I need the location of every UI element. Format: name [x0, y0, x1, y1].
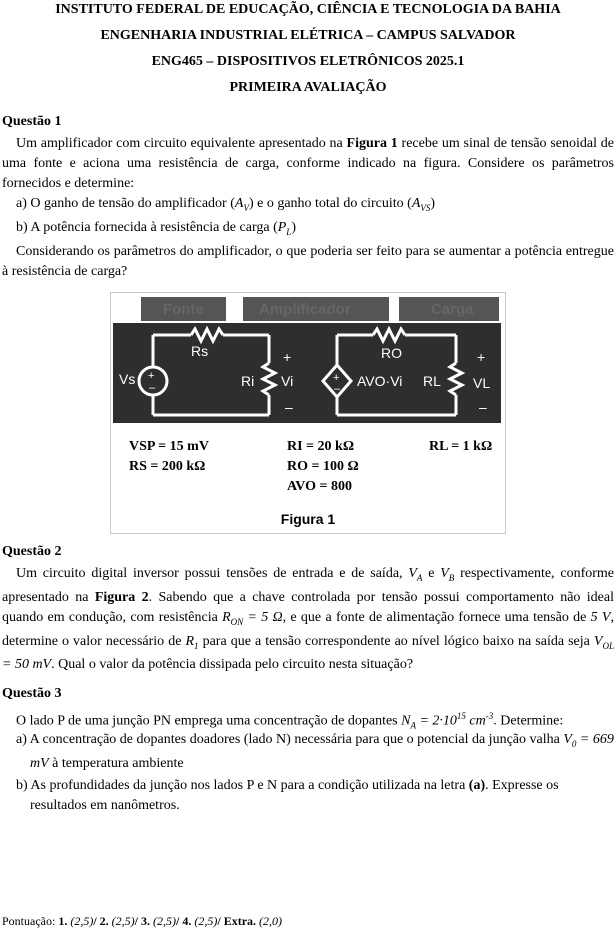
q2-figure-ref: Figura 2 [94, 589, 149, 605]
q1a-sub1: V [243, 202, 249, 213]
q2-vb-sub: B [448, 572, 455, 583]
q3-na-unit: cm [465, 713, 486, 729]
header-course: ENGENHARIA INDUSTRIAL ELÉTRICA – CAMPUS SALVADOR [100, 28, 516, 43]
q1-intro-b: recebe um sinal de tensão senoidal de uma fonte e aciona uma resistência de carga, conforme indicado na figura. Considere os parâmetros fornecidos e determine: [2, 136, 614, 191]
question-1-item-b [16, 218, 296, 242]
score-label: Pontuação: [2, 914, 59, 928]
q2-text-b: respectivamente, conforme apresentado na [2, 566, 614, 605]
label-rs: Rs [191, 343, 209, 359]
score-q1-label: 1. [58, 914, 68, 928]
q2-ron-val: = 5 Ω [243, 609, 283, 625]
q3b-end: . Expresse os resultados em nanômetros. [30, 778, 559, 813]
vi-minus: – [285, 399, 293, 415]
header-subject: ENG465 – DISPOSITIVOS ELETRÔNICOS 2025.1 [151, 54, 465, 69]
score-q4-value: (2,5) [191, 914, 218, 928]
param-rl: RL = 1 kΩ [429, 439, 493, 454]
label-vs: Vs [119, 371, 136, 387]
label-vl: VL [473, 375, 491, 391]
q1a-var1: A [234, 196, 244, 211]
q1a-var2: A [411, 196, 421, 211]
q2-vol-sub: OL [602, 640, 614, 651]
question-1-intro [2, 134, 614, 194]
q1a-pre: a) O ganho de tensão do amplificador ( [16, 196, 235, 211]
figure-1-circuit [110, 292, 506, 534]
score-extra-label: / Extra. [217, 914, 257, 928]
q2-text-a: Um circuito digital inversor possui tensões de entrada e de saída, [16, 566, 409, 581]
section-carga: Carga [431, 301, 474, 318]
q1-figure-ref: Figura 1 [346, 136, 398, 151]
label-avo-vi: AVO·Vi [357, 373, 403, 389]
question-3-title: Questão 3 [2, 686, 62, 701]
label-ri: Ri [241, 373, 255, 389]
q3-intro-a: O lado P de uma junção PN emprega uma concentração de dopantes [16, 713, 402, 729]
vs-minus-sign: – [149, 382, 156, 394]
q3a-v0: V [563, 732, 572, 747]
question-1-item-c: Considerando os parâmetros do amplificador, o que poderia ser feito para se aumentar a potência entregue à resistência de carga? [2, 244, 614, 279]
q3a-end: à temperatura ambiente [48, 755, 184, 771]
question-2-text [2, 564, 614, 675]
score-q4-label: / 4. [176, 914, 192, 928]
question-3-item-a [16, 730, 614, 774]
param-vsp: VSP = 15 mV [129, 439, 209, 454]
q1b-pre: b) A potência fornecida à resistência de carga ( [16, 220, 278, 235]
score-q2-label: / 2. [93, 914, 109, 928]
header-institution: INSTITUTO FEDERAL DE EDUCAÇÃO, CIÊNCIA E TECNOLOGIA DA BAHIA [55, 2, 561, 17]
question-1-title: Questão 1 [2, 114, 62, 129]
score-extra-value: (2,0) [256, 914, 283, 928]
q2-va-sub: A [416, 572, 423, 583]
q3b-ref: (a) [468, 778, 486, 793]
label-ro: RO [381, 345, 402, 361]
vl-minus: – [479, 399, 487, 415]
vi-plus: + [283, 349, 292, 365]
section-amplificador: Amplificador [259, 301, 351, 318]
q1-intro-a: Um amplificador com circuito equivalente apresentado na [16, 136, 347, 151]
question-3-item-b [16, 776, 614, 816]
q3a-v0-sub: 0 [571, 738, 577, 749]
q3-na-exp: 15 [456, 711, 466, 721]
score-q3-label: / 3. [134, 914, 151, 928]
q1b-var: P [277, 220, 287, 235]
q1b-sub: L [286, 226, 292, 237]
circuit-diagram [111, 293, 505, 533]
q1b-end: ) [291, 220, 296, 235]
question-1-item-a [16, 194, 435, 218]
vs-plus-sign: + [148, 370, 155, 382]
q2-r1: R [185, 633, 195, 649]
q2-v5: 5 V [590, 609, 611, 625]
q2-text-g: . Qual o valor da potência dissipada pelo circuito nesta situação? [51, 657, 414, 673]
q3a-text: a) A concentração de dopantes doadores (lado N) necessária para que o potencial da junção valha [16, 732, 564, 747]
param-rs: RS = 200 kΩ [129, 459, 206, 474]
q3-na: N [401, 713, 411, 729]
q2-vol-val: = 50 mV [2, 657, 52, 673]
q3-na-sub: A [410, 720, 416, 731]
q2-ron: R [222, 609, 231, 625]
label-vi: Vi [281, 373, 294, 389]
figure-1-caption: Figura 1 [280, 511, 336, 527]
vl-plus: + [477, 349, 486, 365]
score-q3-value: (2,5) [150, 914, 177, 928]
q2-vb: V [440, 566, 449, 581]
header-exam: PRIMEIRA AVALIAÇÃO [229, 80, 387, 95]
q3-intro-b: . Determine: [493, 713, 564, 729]
dep-minus-sign: – [334, 383, 341, 395]
q2-text-d: , e que a fonte de alimentação fornece uma tensão de [282, 609, 591, 625]
question-2-title: Questão 2 [2, 544, 62, 559]
q2-va: V [408, 566, 417, 581]
q3b-text: b) As profundidades da junção nos lados P e N para a condição utilizada na letra [16, 778, 469, 793]
label-rl: RL [423, 373, 441, 389]
q2-and: e [422, 566, 441, 581]
section-fonte: Fonte [163, 301, 204, 318]
q2-ron-sub: ON [230, 616, 244, 627]
q1a-end: ) [430, 196, 436, 211]
q2-vol: V [593, 633, 603, 649]
q1a-mid: ) e o ganho total do circuito ( [248, 196, 412, 211]
q1a-sub2: VS [420, 202, 431, 213]
q3-na-unit-exp: -3 [485, 711, 494, 721]
score-q1-value: (2,5) [67, 914, 94, 928]
q2-text-f: para que a tensão correspondente ao nível lógico baixo na saída seja [198, 633, 594, 649]
param-ri: RI = 20 kΩ [287, 439, 355, 454]
score-q2-value: (2,5) [108, 914, 135, 928]
q3a-v0-val: = 669 mV [30, 732, 614, 771]
q2-text-e: , determine o valor necessário de [2, 609, 614, 649]
q2-r1-sub: 1 [194, 640, 199, 651]
score-footer [2, 914, 282, 929]
q2-text-c: . Sabendo que a chave controlada por tensão possui comportamento não ideal quando em condução, com resistência [2, 589, 614, 625]
dep-plus-sign: + [333, 372, 340, 384]
param-avo: AVO = 800 [287, 479, 353, 494]
param-ro: RO = 100 Ω [287, 459, 359, 474]
circuit-panel [113, 323, 501, 423]
q3-na-eq: = 2·10 [415, 713, 457, 729]
